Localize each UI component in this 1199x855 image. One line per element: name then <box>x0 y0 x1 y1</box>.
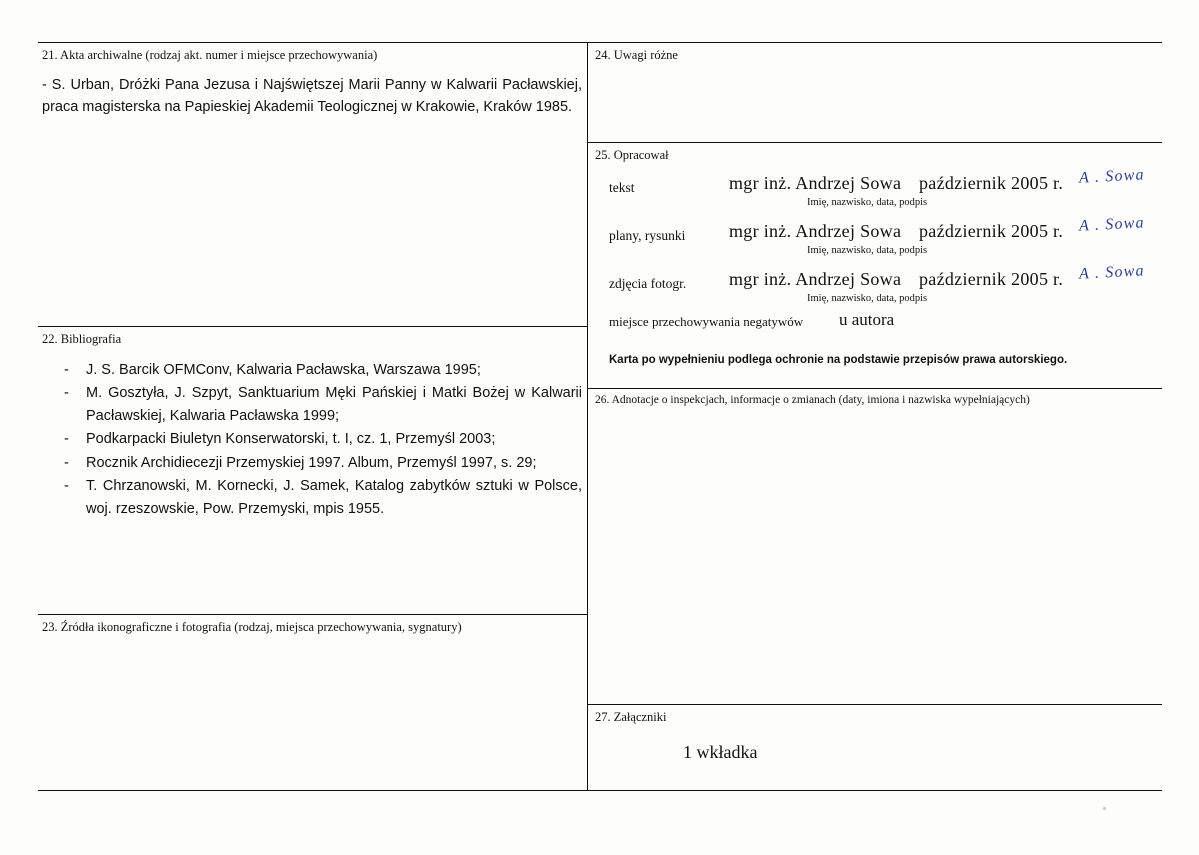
rule-top-right <box>587 42 1162 43</box>
negatives-storage-value: u autora <box>839 310 895 329</box>
section-25-label: 25. Opracował <box>595 148 669 162</box>
row-signature: A . Sowa <box>1078 262 1146 283</box>
rule-bottom-right <box>587 790 1162 791</box>
row-signature: A . Sowa <box>1078 214 1146 235</box>
row-caption: Imię, nazwisko, data, podpis <box>807 293 928 304</box>
section-22-bibliography-list <box>64 359 582 521</box>
right-column <box>587 42 1162 790</box>
list-item <box>64 452 582 474</box>
section-24-label: 24. Uwagi różne <box>595 48 678 62</box>
opracowal-row-zdjecia <box>609 262 1154 314</box>
row-date: październik 2005 r. <box>919 269 1064 289</box>
row-caption: Imię, nazwisko, data, podpis <box>807 197 928 208</box>
row-author-name: mgr inż. Andrzej Sowa <box>729 173 902 193</box>
section-21-text: - S. Urban, Dróżki Pana Jezusa i Najświętszej Marii Panny w Kalwarii Pacławskiej, praca magisterska na Papieskiej Akademii Teologicznej w Krakowie, Kraków 1985. <box>42 77 582 116</box>
rule-above-section-22 <box>38 326 587 327</box>
form-sheet <box>38 42 1162 790</box>
opracowal-row-plany-rysunki <box>609 214 1154 266</box>
row-signature: A . Sowa <box>1078 166 1146 187</box>
list-item-text: M. Gosztyła, J. Szpyt, Sanktuarium Męki Pańskiej i Matki Bożej w Kalwarii Pacławskiej, Kalwaria Pacławska 1999; <box>86 385 582 424</box>
row-kind-label: plany, rysunki <box>609 228 686 243</box>
paper-speck <box>1103 807 1106 810</box>
opracowal-row-tekst <box>609 166 1154 218</box>
section-25-rows <box>609 166 1154 314</box>
row-date: październik 2005 r. <box>919 173 1064 193</box>
list-item <box>64 359 582 381</box>
rule-above-section-27 <box>587 704 1162 705</box>
row-author-name: mgr inż. Andrzej Sowa <box>729 221 902 241</box>
row-caption: Imię, nazwisko, data, podpis <box>807 245 928 256</box>
list-bullet: - <box>64 454 69 471</box>
list-item-text: J. S. Barcik OFMConv, Kalwaria Pacławska, Warszawa 1995; <box>86 362 481 378</box>
row-kind-label: tekst <box>609 180 635 195</box>
rule-above-section-23 <box>38 614 587 615</box>
section-22-label: 22. Bibliografia <box>42 332 122 346</box>
section-26-label: 26. Adnotacje o inspekcjach, informacje o zmianach (daty, imiona i nazwiska wypełniających) <box>595 394 1030 406</box>
list-item <box>64 382 582 427</box>
rule-top-left <box>38 42 587 43</box>
list-item <box>64 428 582 450</box>
left-column <box>38 42 587 790</box>
list-bullet: - <box>64 478 69 495</box>
section-23-label: 23. Źródła ikonograficzne i fotografia (rodzaj, miejsca przechowywania, sygnatury) <box>42 620 462 634</box>
list-bullet: - <box>64 385 69 402</box>
protection-note: Karta po wypełnieniu podlega ochronie na podstawie przepisów prawa autorskiego. <box>609 354 1068 366</box>
list-item-text: Rocznik Archidiecezji Przemyskiej 1997. Album, Przemyśl 1997, s. 29; <box>86 454 537 471</box>
section-21-label: 21. Akta archiwalne (rodzaj akt. numer i miejsce przechowywania) <box>42 48 378 62</box>
row-author-name: mgr inż. Andrzej Sowa <box>729 269 902 289</box>
list-item <box>64 475 582 520</box>
negatives-storage-row <box>609 310 1154 330</box>
rule-bottom-left <box>38 790 587 791</box>
row-date: październik 2005 r. <box>919 221 1064 241</box>
section-27-value: 1 wkładka <box>683 742 758 762</box>
list-item-text: T. Chrzanowski, M. Kornecki, J. Samek, Katalog zabytków sztuki w Polsce, woj. rzeszowskie, Pow. Przemyski, mpis 1955. <box>86 478 582 517</box>
row-kind-label: zdjęcia fotogr. <box>609 276 687 291</box>
section-27-label: 27. Załączniki <box>595 710 667 724</box>
list-bullet: - <box>64 362 69 378</box>
rule-above-section-25 <box>587 142 1162 143</box>
rule-above-section-26 <box>587 388 1162 389</box>
negatives-storage-label: miejsce przechowywania negatywów <box>609 314 804 329</box>
list-bullet: - <box>64 431 69 448</box>
list-item-text: Podkarpacki Biuletyn Konserwatorski, t. I, cz. 1, Przemyśl 2003; <box>86 431 496 448</box>
